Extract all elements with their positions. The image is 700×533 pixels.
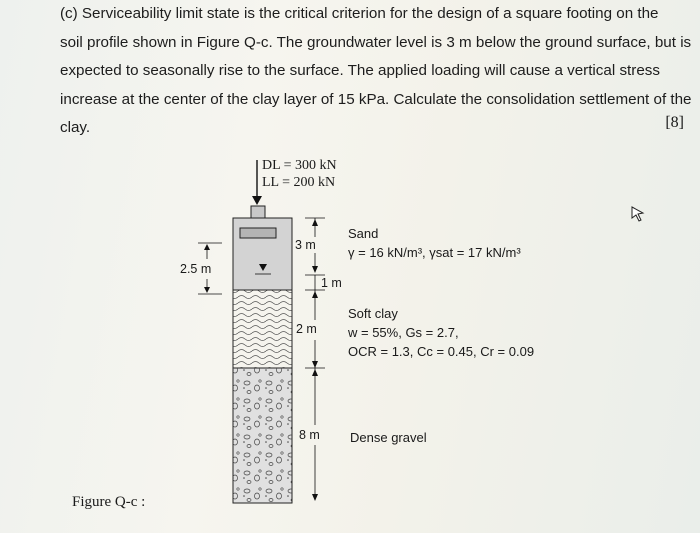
sand-name: Sand [348, 226, 379, 241]
sand-label [348, 224, 521, 262]
depth-dimension-line [305, 218, 325, 501]
load-arrow [252, 160, 262, 205]
footing-depth-label: 2.5 m [180, 262, 212, 276]
question-line-4: increase at the center of the clay layer of 15 kPa. Calculate the consolidation settlement of the [60, 90, 692, 108]
question-line-3: expected to seasonally rise to the surface. The applied loading will cause a vertical stress [60, 62, 660, 80]
figure-label: Figure Q-c : [72, 494, 146, 510]
question-line-1: (c) Serviceability limit state is the critical criterion for the design of a square footing on the [60, 5, 659, 22]
sand-properties: γ = 16 kN/m³, γsat = 17 kN/m³ [348, 245, 521, 260]
dead-load: DL = 300 kN [262, 158, 337, 173]
clay-name: Soft clay [348, 306, 398, 321]
sand-depth-label: 3 m [295, 238, 316, 252]
footing-to-clay-label: 1 m [321, 276, 342, 290]
gravel-name: Dense gravel [350, 430, 427, 445]
clay-properties-2: OCR = 1.3, Cc = 0.45, Cr = 0.09 [348, 344, 535, 359]
clay-layer [233, 290, 292, 368]
clay-properties-1: w = 55%, Gs = 2.7, [348, 325, 459, 340]
question-line-2: soil profile shown in Figure Q-c. The groundwater level is 3 m below the ground surface, but is [60, 33, 692, 51]
question-line-5: clay. [60, 119, 91, 137]
gravel-thickness-label: 8 m [299, 428, 320, 442]
mouse-cursor-icon [630, 205, 646, 223]
marks: [8] [665, 114, 684, 131]
live-load: LL = 200 kN [262, 175, 336, 190]
clay-label [348, 304, 534, 361]
clay-thickness-label: 2 m [296, 322, 317, 336]
footing-pad [240, 228, 276, 238]
